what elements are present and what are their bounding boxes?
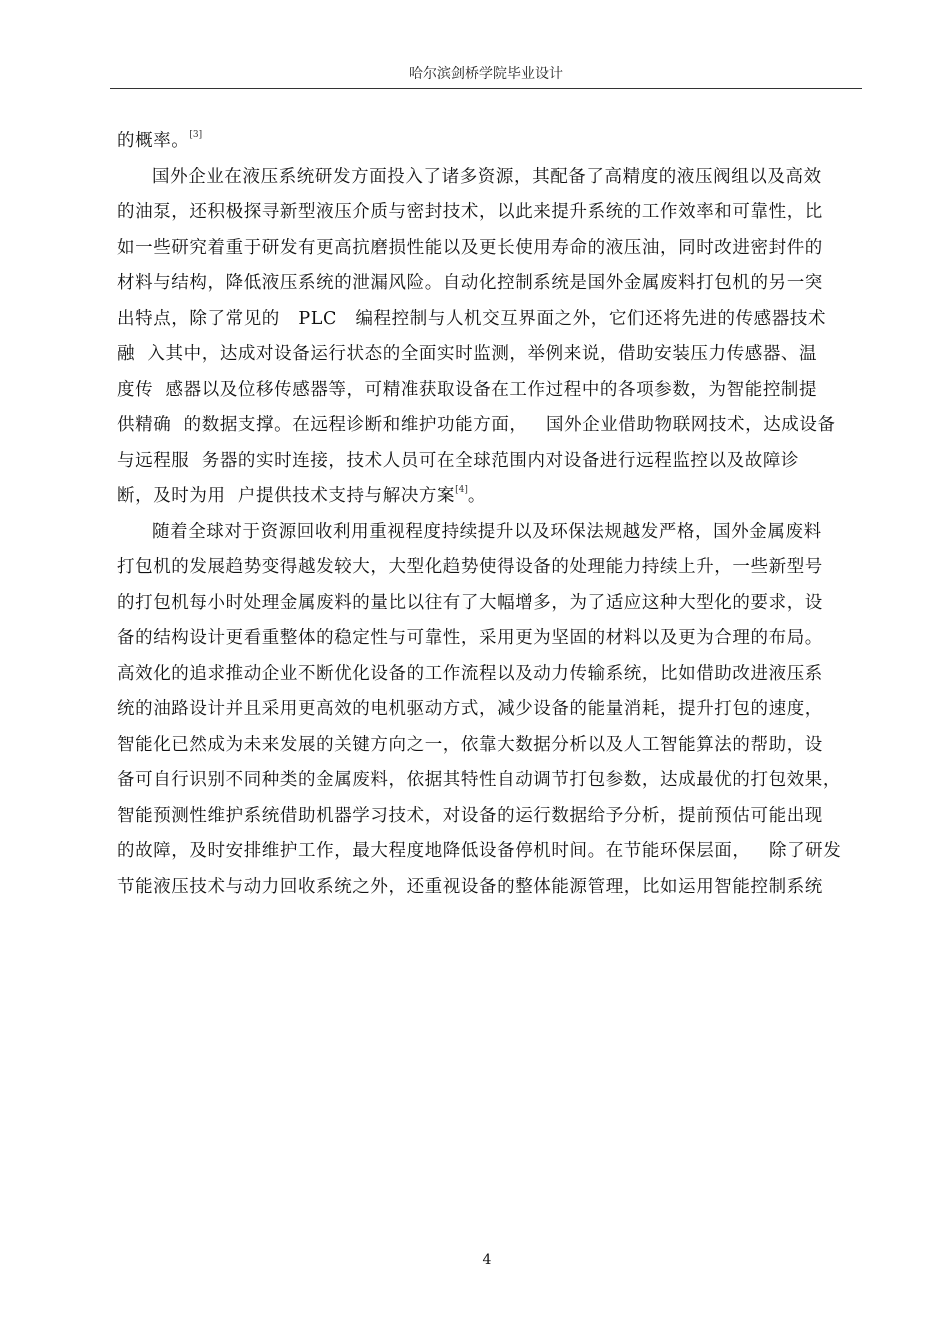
text-line: 随着全球对于资源回收利用重视程度持续提升以及环保法规越发严格，国外金属废料 xyxy=(152,521,822,542)
page-header: 哈尔滨剑桥学院毕业设计 xyxy=(409,66,563,82)
text-line: 备可自行识别不同种类的金属废料，依据其特性自动调节打包参数，达成最优的打包效果， xyxy=(117,770,841,790)
text-line: 与远程服 务器的实时连接，技术人员可在全球范围内对设备进行远程监控以及故障诊 xyxy=(117,450,800,471)
paragraph-continuation xyxy=(117,124,857,160)
text-line: 备的结构设计更看重整体的稳定性与可靠性，采用更为坚固的材料以及更为合理的布局。 xyxy=(117,628,823,648)
text-line: 的油泵，还积极探寻新型液压介质与密封技术，以此来提升系统的工作效率和可靠性，比 xyxy=(117,202,823,222)
document-body xyxy=(117,124,857,905)
header-divider xyxy=(110,88,862,89)
text-line: 打包机的发展趋势变得越发较大，大型化趋势使得设备的处理能力持续上升，一些新型号 xyxy=(117,557,823,577)
text-line: 材料与结构，降低液压系统的泄漏风险。自动化控制系统是国外金属废料打包机的另一突 xyxy=(117,273,823,293)
text-line: 度传 感器以及位移传感器等，可精准获取设备在工作过程中的各项参数，为智能控制提 xyxy=(117,379,818,400)
text-line: 国外企业在液压系统研发方面投入了诸多资源，其配备了高精度的液压阀组以及高效 xyxy=(152,166,822,187)
text-line: 融 入其中，达成对设备运行状态的全面实时监测，举例来说，借助安装压力传感器、温 xyxy=(117,344,818,364)
text-line: 智能化已然成为未来发展的关键方向之一，依靠大数据分析以及人工智能算法的帮助，设 xyxy=(117,734,823,755)
text-line: 断，及时为用 户提供技术支持与解决方案[4]。 xyxy=(117,485,486,506)
text-line: 如一些研究着重于研发有更高抗磨损性能以及更长使用寿命的液压油，同时改进密封件的 xyxy=(117,237,823,258)
text-line: 供精确 的数据支撑。在远程诊断和维护功能方面， 国外企业借助物联网技术，达成设备 xyxy=(117,415,836,435)
text-line: 出特点，除了常见的 PLC 编程控制与人机交互界面之外，它们还将先进的传感器技术 xyxy=(117,308,827,329)
text-line: 的概率。[3] xyxy=(117,130,203,151)
text-line: 统的油路设计并且采用更高效的电机驱动方式，减少设备的能量消耗，提升打包的速度， xyxy=(117,699,823,719)
text-line: 节能液压技术与动力回收系统之外，还重视设备的整体能源管理，比如运用智能控制系统 xyxy=(117,876,823,897)
paragraph-foreign-hydraulics xyxy=(117,160,857,515)
paragraph-development-trends xyxy=(117,515,857,906)
citation-marker[interactable]: [3] xyxy=(189,130,203,140)
text-line: 的故障，及时安排维护工作，最大程度地降低设备停机时间。在节能环保层面， 除了研发 xyxy=(117,841,842,861)
citation-marker[interactable]: [4] xyxy=(455,485,468,495)
text-line: 高效化的追求推动企业不断优化设备的工作流程以及动力传输系统，比如借助改进液压系 xyxy=(117,663,823,684)
text-line: 智能预测性维护系统借助机器学习技术，对设备的运行数据给予分析，提前预估可能出现 xyxy=(117,805,823,826)
page-number: 4 xyxy=(482,1252,492,1268)
text-line: 的打包机每小时处理金属废料的量比以往有了大幅增多，为了适应这种大型化的要求，设 xyxy=(117,592,823,613)
